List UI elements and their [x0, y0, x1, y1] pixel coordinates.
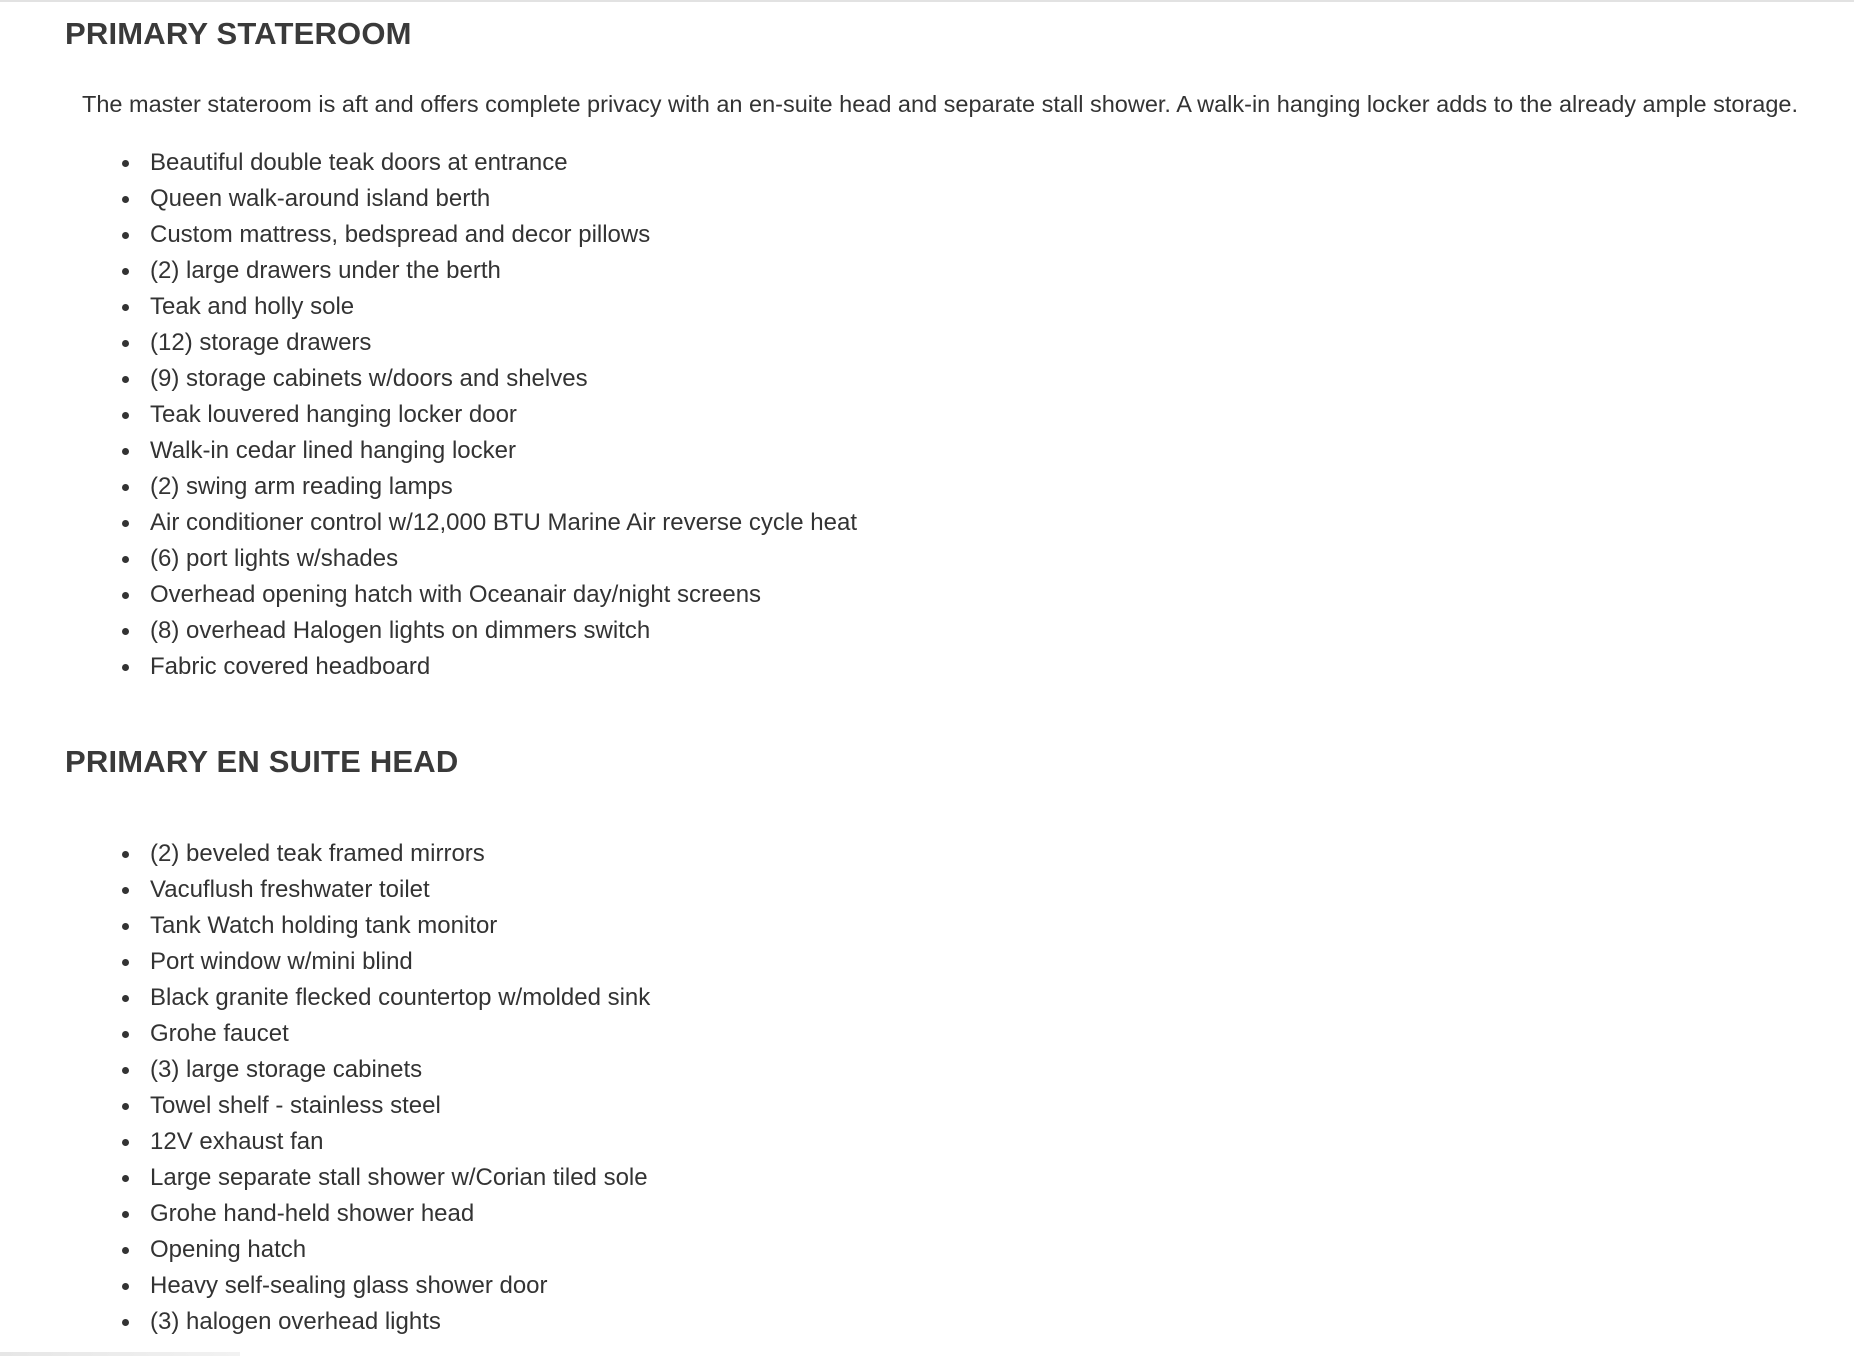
list-item-text: Teak louvered hanging locker door — [150, 401, 517, 428]
bullet-icon — [122, 340, 129, 347]
list-item-text: 12V exhaust fan — [150, 1128, 324, 1155]
list-item — [0, 397, 857, 433]
list-item-text: (3) large storage cabinets — [150, 1056, 423, 1083]
list-item — [0, 908, 650, 944]
list-item-text: (2) large drawers under the berth — [150, 257, 501, 284]
list-item-text: Walk-in cedar lined hanging locker — [150, 437, 516, 464]
list-item-text: Fabric covered headboard — [150, 653, 431, 680]
list-item-text: Vacuflush freshwater toilet — [150, 876, 430, 903]
list-item — [0, 361, 857, 397]
bullet-icon — [122, 1175, 129, 1182]
bullet-icon — [122, 196, 129, 203]
list-item — [0, 1124, 650, 1160]
list-item-text: Tank Watch holding tank monitor — [150, 912, 498, 939]
list-item-text: Port window w/mini blind — [150, 948, 413, 975]
list-item — [0, 325, 857, 361]
section-title-primary-en-suite-head: PRIMARY EN SUITE HEAD — [65, 744, 459, 779]
bullet-icon — [122, 268, 129, 275]
bullet-icon — [122, 484, 129, 491]
feature-list-primary-stateroom — [0, 145, 857, 685]
bullet-icon — [122, 304, 129, 311]
section-intro-primary-stateroom: The master stateroom is aft and offers complete privacy with an en-suite head and separate stall shower. A walk-in hanging locker adds to the already ample storage. — [82, 91, 1799, 117]
bullet-icon — [122, 376, 129, 383]
list-item — [0, 1268, 650, 1304]
bullet-icon — [122, 923, 129, 930]
list-item-text: (3) halogen overhead lights — [150, 1308, 441, 1335]
bullet-icon — [122, 1103, 129, 1110]
bottom-edge-shadow — [0, 1352, 240, 1356]
list-item-text: Grohe hand-held shower head — [150, 1200, 475, 1227]
list-item-text: (8) overhead Halogen lights on dimmers switch — [150, 617, 651, 644]
list-item — [0, 181, 857, 217]
list-item — [0, 1016, 650, 1052]
bullet-icon — [122, 232, 129, 239]
bullet-icon — [122, 1067, 129, 1074]
list-item-text: (6) port lights w/shades — [150, 545, 399, 572]
list-item-text: Custom mattress, bedspread and decor pillows — [150, 221, 651, 248]
list-item — [0, 872, 650, 908]
bullet-icon — [122, 160, 129, 167]
list-item — [0, 1088, 650, 1124]
list-item-text: Black granite flecked countertop w/molded sink — [150, 984, 651, 1011]
bullet-icon — [122, 556, 129, 563]
bullet-icon — [122, 887, 129, 894]
list-item — [0, 433, 857, 469]
list-item — [0, 217, 857, 253]
list-item — [0, 145, 857, 181]
bullet-icon — [122, 995, 129, 1002]
list-item-text: Overhead opening hatch with Oceanair day/night screens — [150, 581, 762, 608]
list-item — [0, 1052, 650, 1088]
bullet-icon — [122, 412, 129, 419]
list-item-text: (12) storage drawers — [150, 329, 372, 356]
list-item — [0, 1160, 650, 1196]
top-divider — [0, 0, 1854, 2]
list-item-text: Air conditioner control w/12,000 BTU Marine Air reverse cycle heat — [150, 509, 857, 536]
bullet-icon — [122, 1247, 129, 1254]
bullet-icon — [122, 1211, 129, 1218]
list-item-text: Queen walk-around island berth — [150, 185, 491, 212]
bullet-icon — [122, 1319, 129, 1326]
list-item — [0, 1232, 650, 1268]
list-item — [0, 944, 650, 980]
bullet-icon — [122, 592, 129, 599]
list-item — [0, 836, 650, 872]
list-item — [0, 253, 857, 289]
list-item-text: Opening hatch — [150, 1236, 307, 1263]
list-item — [0, 469, 857, 505]
list-item-text: Teak and holly sole — [150, 293, 355, 320]
bullet-icon — [122, 520, 129, 527]
list-item — [0, 980, 650, 1016]
list-item-text: Beautiful double teak doors at entrance — [150, 149, 568, 176]
list-item-text: Towel shelf - stainless steel — [150, 1092, 441, 1119]
bullet-icon — [122, 1139, 129, 1146]
section-title-primary-stateroom: PRIMARY STATEROOM — [65, 16, 412, 51]
list-item-text: Large separate stall shower w/Corian tiled sole — [150, 1164, 648, 1191]
list-item — [0, 289, 857, 325]
list-item — [0, 577, 857, 613]
list-item-text: Grohe faucet — [150, 1020, 289, 1047]
bullet-icon — [122, 628, 129, 635]
list-item-text: (2) swing arm reading lamps — [150, 473, 453, 500]
bullet-icon — [122, 448, 129, 455]
list-item — [0, 613, 857, 649]
list-item — [0, 649, 857, 685]
list-item — [0, 1196, 650, 1232]
bullet-icon — [122, 959, 129, 966]
bullet-icon — [122, 851, 129, 858]
feature-list-primary-en-suite-head — [0, 836, 650, 1340]
list-item — [0, 505, 857, 541]
list-item-text: (9) storage cabinets w/doors and shelves — [150, 365, 588, 392]
bullet-icon — [122, 1031, 129, 1038]
list-item — [0, 1304, 650, 1340]
list-item-text: (2) beveled teak framed mirrors — [150, 840, 485, 867]
list-item-text: Heavy self-sealing glass shower door — [150, 1272, 548, 1299]
bullet-icon — [122, 664, 129, 671]
list-item — [0, 541, 857, 577]
bullet-icon — [122, 1283, 129, 1290]
